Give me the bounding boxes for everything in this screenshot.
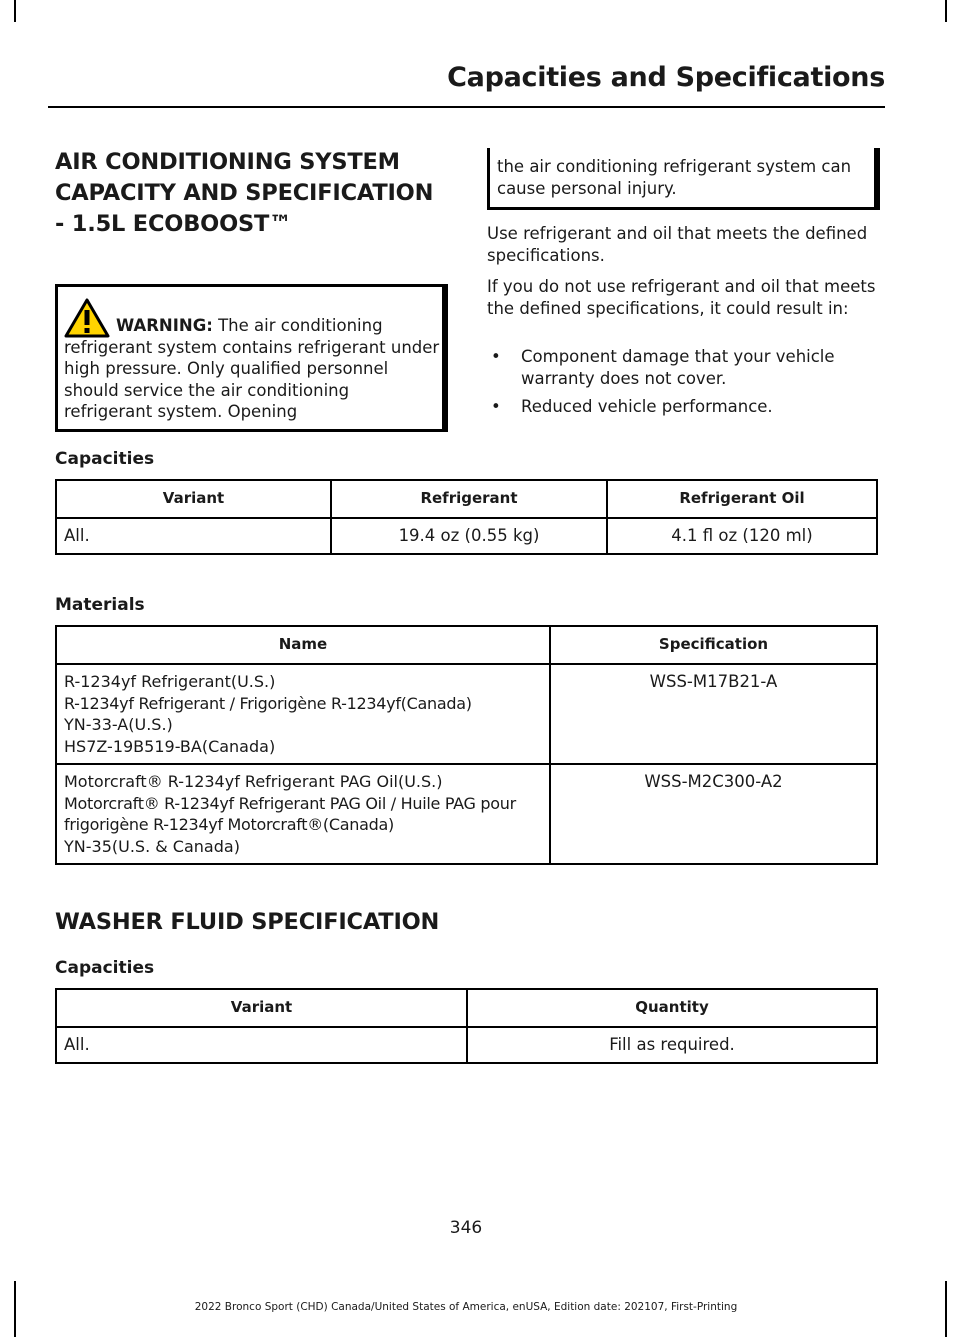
table-header-row — [56, 480, 877, 518]
table-cell: WSS-M2C300-A2 — [550, 764, 877, 864]
material-name-line: R-1234yf Refrigerant / Frigorigène R-1234yf(Canada) — [64, 693, 472, 713]
table-cell: All. — [56, 518, 331, 554]
material-name-line: R-1234yf Refrigerant(U.S.) — [64, 672, 276, 691]
warning-text — [64, 315, 442, 423]
crop-mark — [14, 0, 16, 22]
column-header: Specification — [550, 626, 877, 664]
crop-mark — [945, 1281, 947, 1337]
table-header-row — [56, 989, 877, 1027]
material-name-line: Motorcraft® R-1234yf Refrigerant PAG Oil(U.S.) — [64, 772, 443, 791]
warning-continued-text: the air conditioning refrigerant system can cause personal injury. — [497, 157, 852, 198]
crop-mark — [945, 0, 947, 22]
paragraph-consequences: If you do not use refrigerant and oil that meets the defined specifications, it could result in: — [487, 277, 876, 318]
table-cell: All. — [56, 1027, 467, 1063]
section-heading-washer-fluid: WASHER FLUID SPECIFICATION — [55, 909, 440, 935]
column-header: Variant — [56, 989, 467, 1027]
warning-label: WARNING: — [116, 316, 213, 335]
table-row — [56, 764, 877, 864]
table-header-row — [56, 626, 877, 664]
table-cell: WSS-M17B21-A — [550, 664, 877, 764]
material-name-line: YN-35(U.S. & Canada) — [64, 836, 240, 856]
table-row — [56, 1027, 877, 1063]
table-cell: Fill as required. — [467, 1027, 877, 1063]
table-cell: 4.1 fl oz (120 ml) — [607, 518, 877, 554]
list-item-text: Reduced vehicle performance. — [521, 397, 773, 416]
column-header: Name — [56, 626, 550, 664]
ac-capacities-table — [55, 479, 878, 555]
column-header: Refrigerant — [331, 480, 607, 518]
warning-box — [55, 284, 448, 432]
section-heading-air-conditioning: AIR CONDITIONING SYSTEM CAPACITY AND SPECIFICATION - 1.5L ECOBOOST™ — [55, 149, 434, 237]
capacities-label: Capacities — [55, 958, 155, 978]
page-title: Capacities and Specifications — [447, 62, 885, 93]
table-row — [56, 518, 877, 554]
table-row — [56, 664, 877, 764]
capacities-label: Capacities — [55, 449, 155, 469]
warning-body: The air conditioning refrigerant system contains refrigerant under high pressure. Only qualified personnel should service the air conditioning refrigerant system. Opening — [64, 316, 440, 421]
materials-label: Materials — [55, 595, 145, 615]
material-name-line: Motorcraft® R-1234yf Refrigerant PAG Oil / Huile PAG pour frigorigène R-1234yf Motorcraft®(Canada) — [64, 793, 516, 834]
ac-materials-table — [55, 625, 878, 865]
paragraph-use-refrigerant: Use refrigerant and oil that meets the defined specifications. — [487, 224, 868, 265]
page-number: 346 — [449, 1218, 483, 1238]
header-divider — [48, 106, 885, 108]
material-name-line: YN-33-A(U.S.) — [64, 715, 173, 734]
warning-box-continued — [487, 148, 880, 210]
material-name-line: HS7Z-19B519-BA(Canada) — [64, 736, 276, 756]
list-item-text: Component damage that your vehicle warranty does not cover. — [521, 347, 835, 388]
table-cell — [56, 764, 550, 864]
table-cell: 19.4 oz (0.55 kg) — [331, 518, 607, 554]
column-header: Refrigerant Oil — [607, 480, 877, 518]
column-header: Quantity — [467, 989, 877, 1027]
washer-capacities-table — [55, 988, 878, 1064]
footer-edition-info: 2022 Bronco Sport (CHD) Canada/United States of America, enUSA, Edition date: 202107, First-Printing — [194, 1301, 738, 1313]
bullet-icon: • — [491, 397, 501, 416]
column-header: Variant — [56, 480, 331, 518]
table-cell — [56, 664, 550, 764]
bullet-icon: • — [491, 347, 501, 366]
